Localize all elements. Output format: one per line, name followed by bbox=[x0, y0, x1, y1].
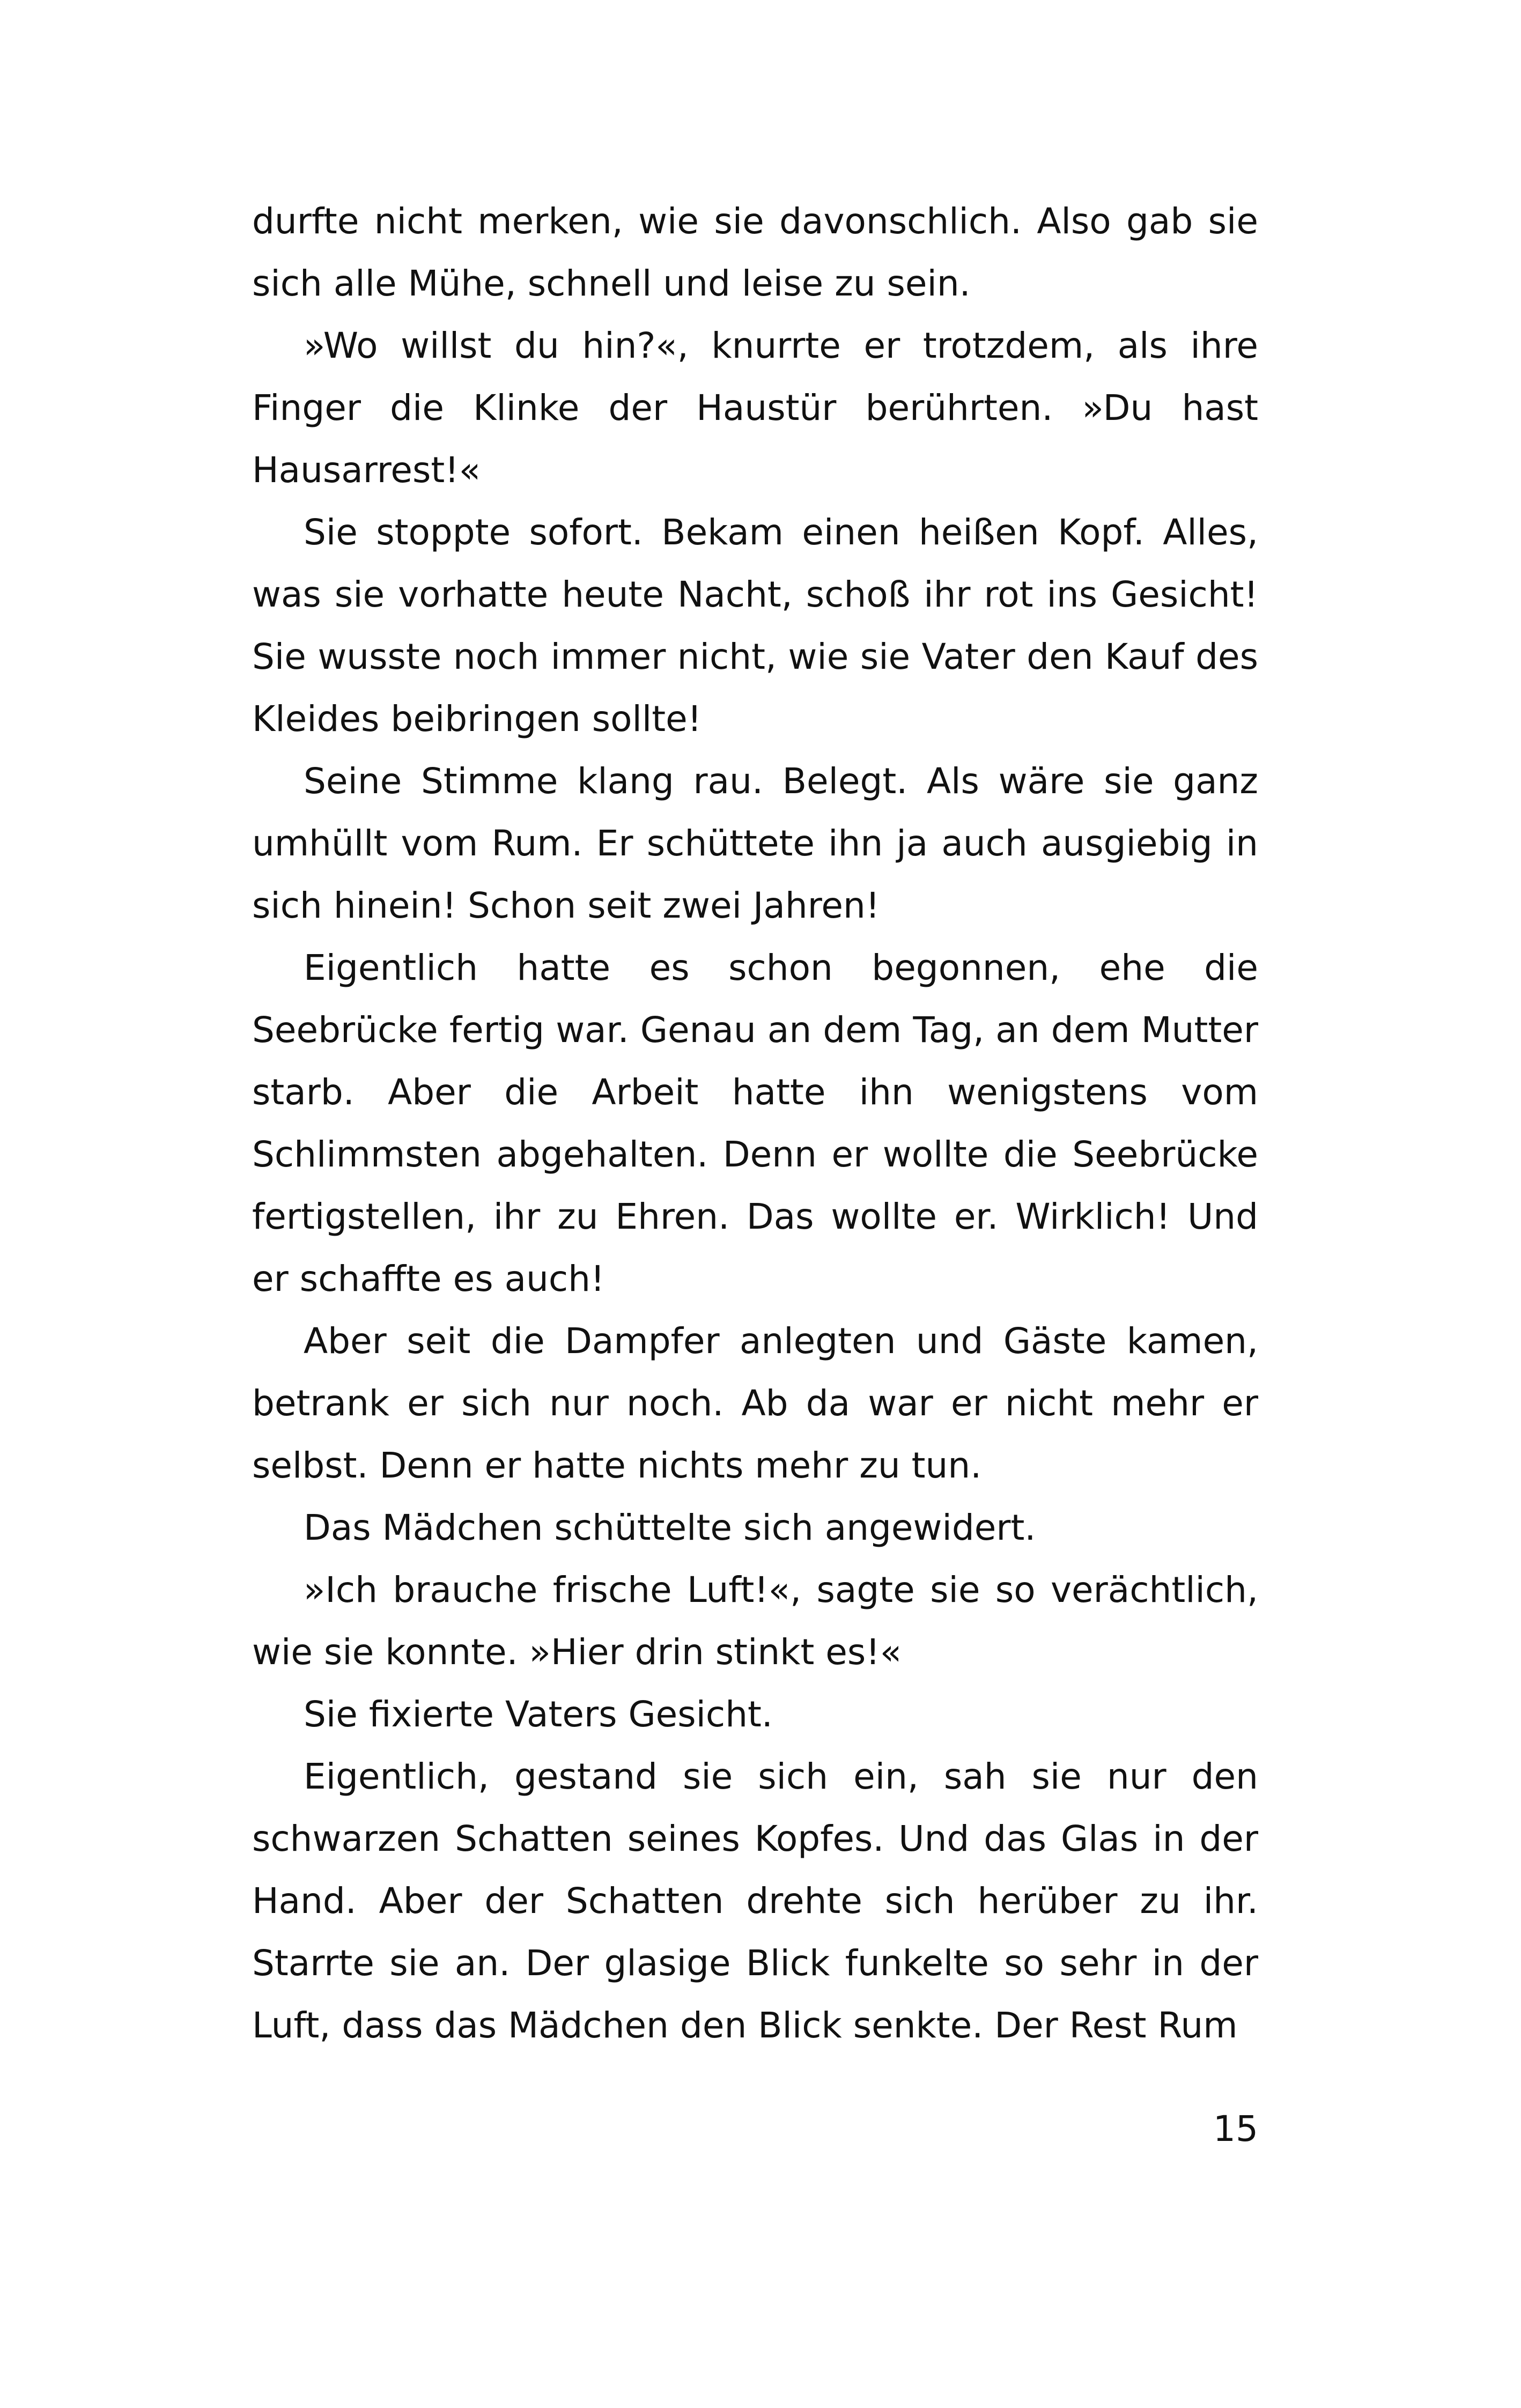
paragraph: Aber seit die Dampfer anlegten und Gäste kamen, betrank er sich nur noch. Ab da war er nicht mehr er selbst. Denn er hatte nichts mehr zu tun. bbox=[252, 1320, 1258, 1486]
paragraph: durfte nicht merken, wie sie davonschlich. Also gab sie sich alle Mühe, schnell und leise zu sein. bbox=[252, 201, 1258, 304]
paragraph: »Wo willst du hin?«, knurrte er trotzdem, als ihre Finger die Klinke der Haustür berührten. »Du hast Hausarrest!« bbox=[252, 325, 1258, 491]
paragraph: Sie stoppte sofort. Bekam einen heißen Kopf. Alles, was sie vorhatte heute Nacht, schoß ihr rot ins Gesicht! Sie wusste noch immer nicht, wie sie Vater den Kauf des Kleides beibringen sollte! bbox=[252, 512, 1258, 740]
paragraph: Eigentlich hatte es schon begonnen, ehe die Seebrücke fertig war. Genau an dem Tag, an dem Mutter starb. Aber die Arbeit hatte ihn wenigstens vom Schlimmsten abgehalten. Denn er wollte die Seebrücke fertigstellen, ihr zu Ehren. Das wollte er. Wirklich! Und er schaffte es auch! bbox=[252, 947, 1258, 1299]
paragraph: Sie fixierte Vaters Gesicht. bbox=[304, 1694, 773, 1735]
paragraph: Das Mädchen schüttelte sich angewidert. bbox=[304, 1507, 1036, 1548]
body-text bbox=[252, 190, 1258, 2057]
paragraph: »Ich brauche frische Luft!«, sagte sie so verächtlich, wie sie konnte. »Hier drin stinkt es!« bbox=[252, 1569, 1258, 1673]
paragraph: Seine Stimme klang rau. Belegt. Als wäre sie ganz umhüllt vom Rum. Er schüttete ihn ja auch ausgiebig in sich hinein! Schon seit zwei Jahren! bbox=[252, 760, 1258, 926]
paragraph: Eigentlich, gestand sie sich ein, sah sie nur den schwarzen Schatten seines Kopfes. Und das Glas in der Hand. Aber der Schatten drehte sich herüber zu ihr. Starrte sie an. Der glasige Blick funkelte so sehr in der Luft, dass das Mädchen den Blick senkte. Der Rest Rum bbox=[252, 1756, 1258, 2046]
page-number: 15 bbox=[1213, 2108, 1258, 2150]
